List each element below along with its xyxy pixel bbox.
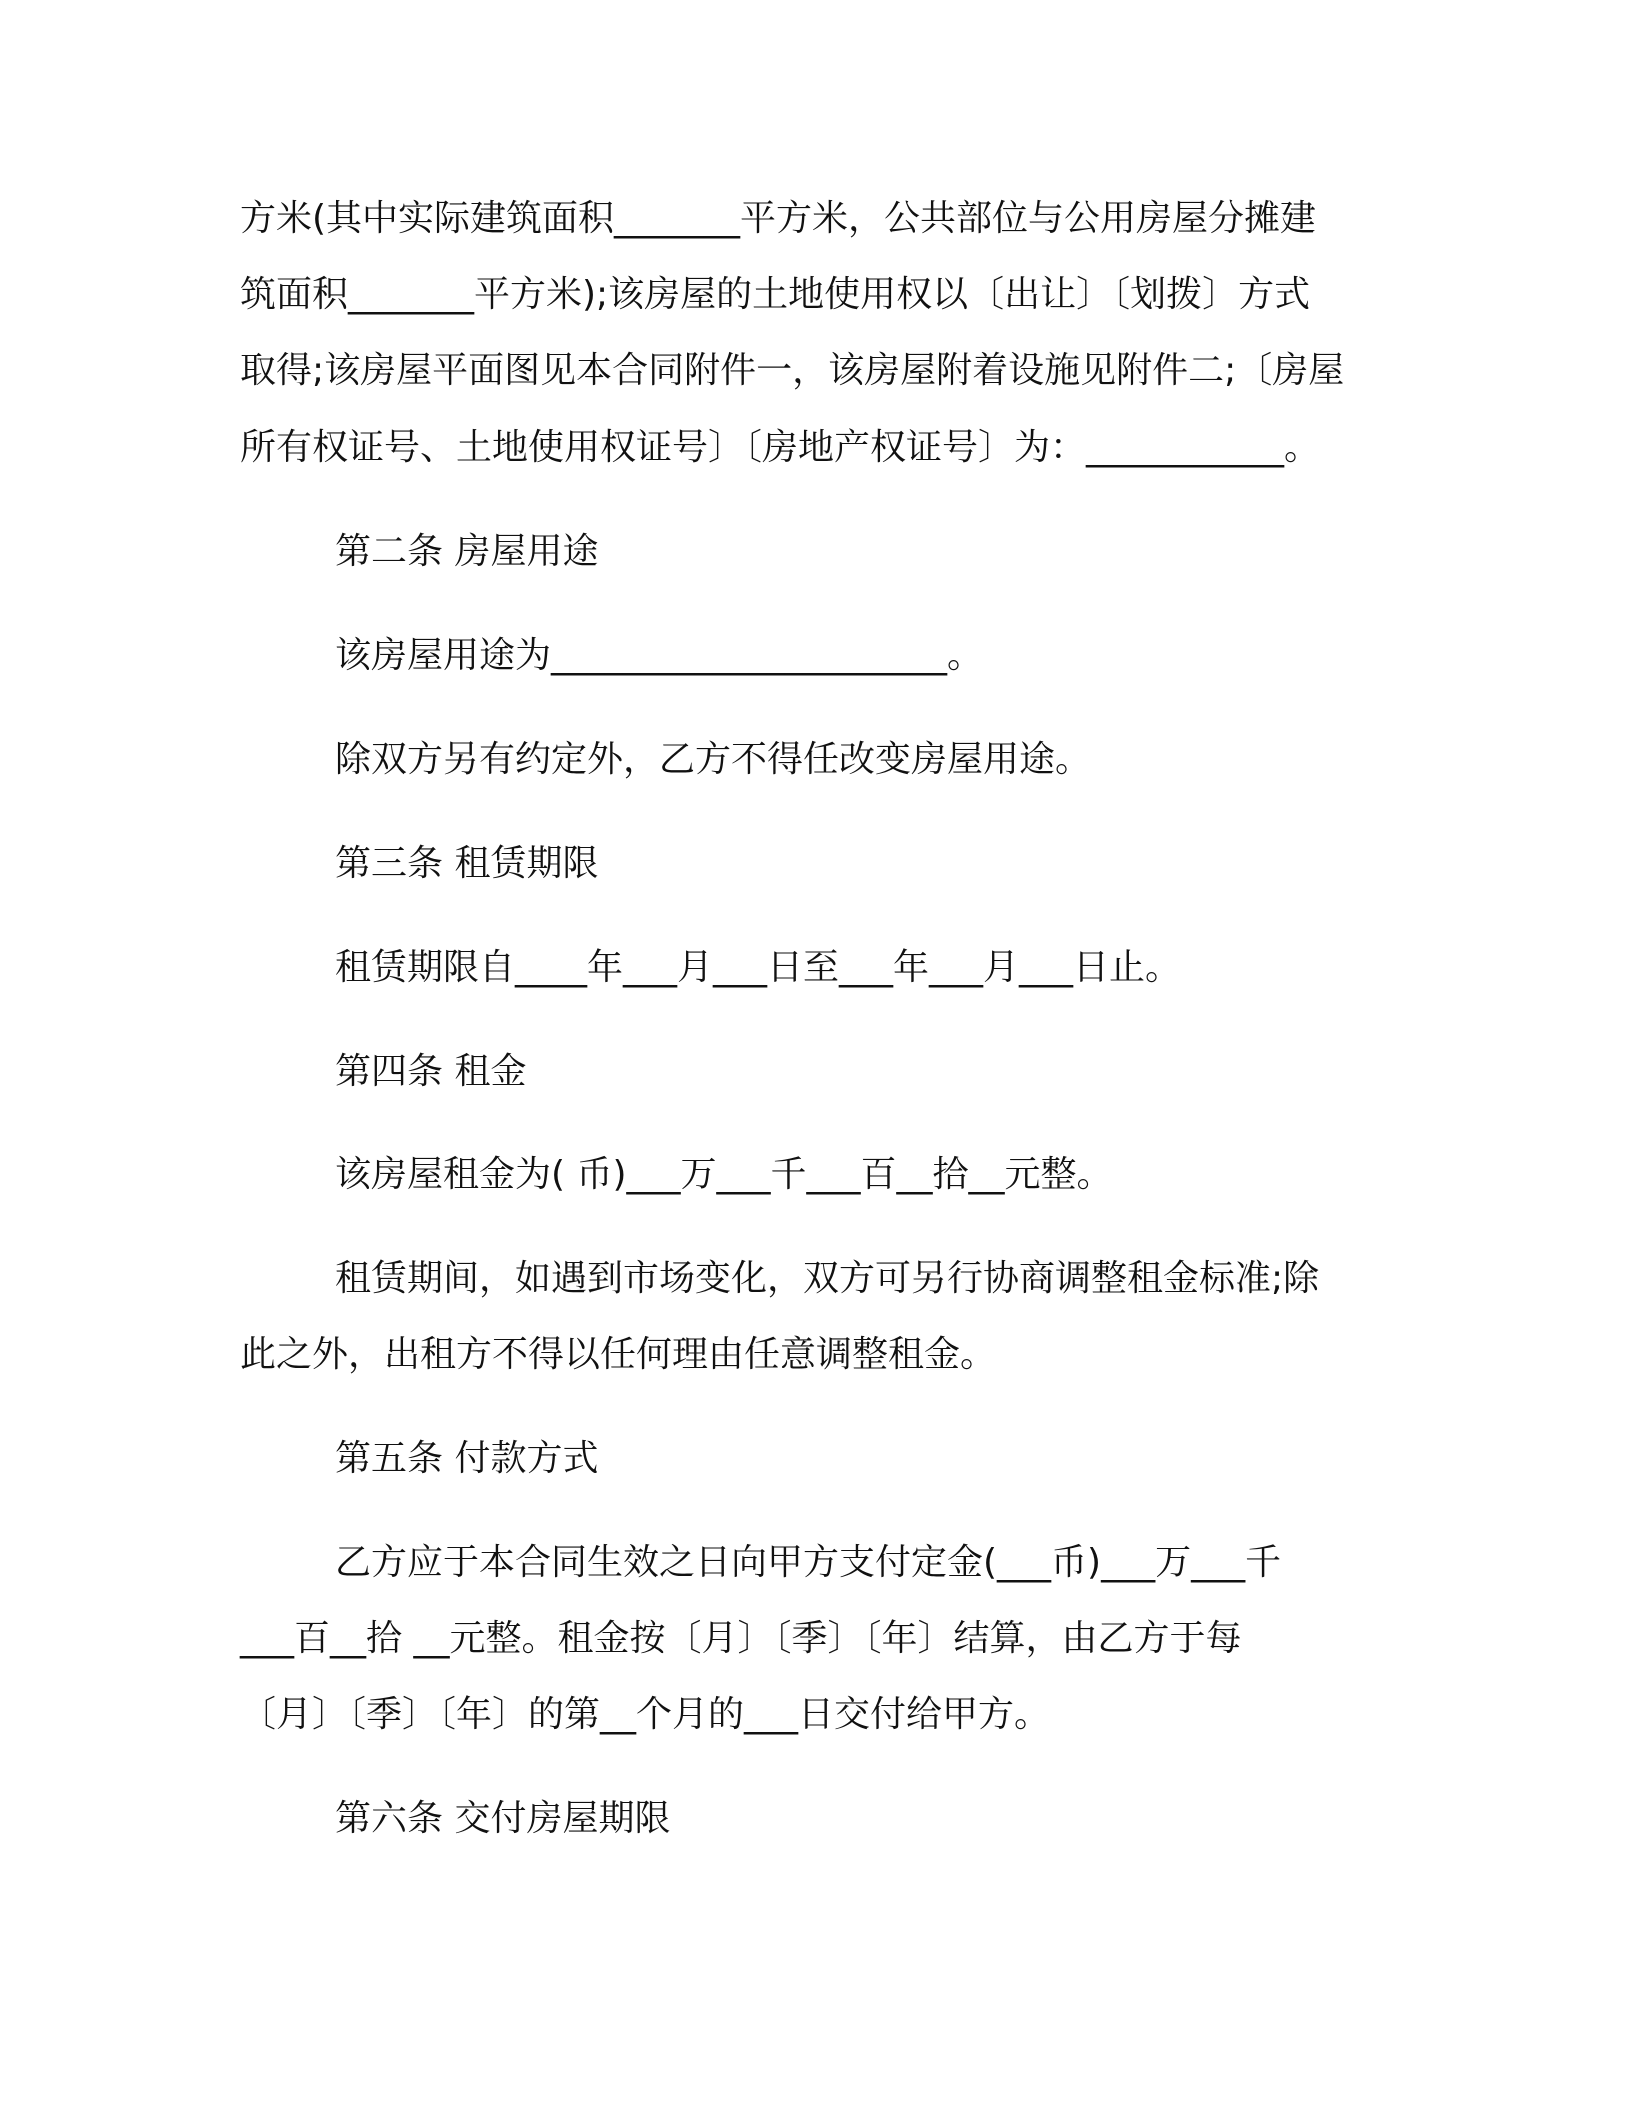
paragraph-line: 租赁期限自____年___月___日至___年___月___日止。 bbox=[335, 947, 1182, 988]
paragraph-line: 此之外，出租方不得以任何理由任意调整租金。 bbox=[240, 1334, 997, 1375]
paragraph-line: 所有权证号、土地使用权证号〕〔房地产权证号〕为：___________。 bbox=[240, 427, 1321, 468]
paragraph-line: ___百__拾 __元整。租金按〔月〕〔季〕〔年〕结算，由乙方于每 bbox=[240, 1618, 1242, 1659]
section-heading: 第五条 付款方式 bbox=[335, 1438, 599, 1479]
paragraph-line: 筑面积_______平方米);该房屋的土地使用权以〔出让〕〔划拨〕方式 bbox=[240, 274, 1311, 315]
paragraph-line: 该房屋租金为( 币)___万___千___百__拾__元整。 bbox=[335, 1154, 1113, 1195]
paragraph-line: 〔月〕〔季〕〔年〕的第__个月的___日交付给甲方。 bbox=[240, 1694, 1051, 1735]
section-heading: 第四条 租金 bbox=[335, 1051, 527, 1092]
paragraph-line: 方米(其中实际建筑面积_______平方米，公共部位与公用房屋分摊建 bbox=[240, 198, 1317, 239]
section-heading: 第六条 交付房屋期限 bbox=[335, 1798, 671, 1839]
paragraph-line: 取得;该房屋平面图见本合同附件一，该房屋附着设施见附件二;〔房屋 bbox=[240, 350, 1345, 391]
paragraph-line: 租赁期间，如遇到市场变化，双方可另行协商调整租金标准;除 bbox=[335, 1258, 1320, 1299]
section-heading: 第二条 房屋用途 bbox=[335, 531, 599, 572]
paragraph-line: 除双方另有约定外，乙方不得任改变房屋用途。 bbox=[335, 739, 1092, 780]
paragraph-line: 该房屋用途为______________________。 bbox=[335, 635, 984, 676]
paragraph-line: 乙方应于本合同生效之日向甲方支付定金(___币)___万___千 bbox=[335, 1542, 1282, 1583]
section-heading: 第三条 租赁期限 bbox=[335, 843, 599, 884]
